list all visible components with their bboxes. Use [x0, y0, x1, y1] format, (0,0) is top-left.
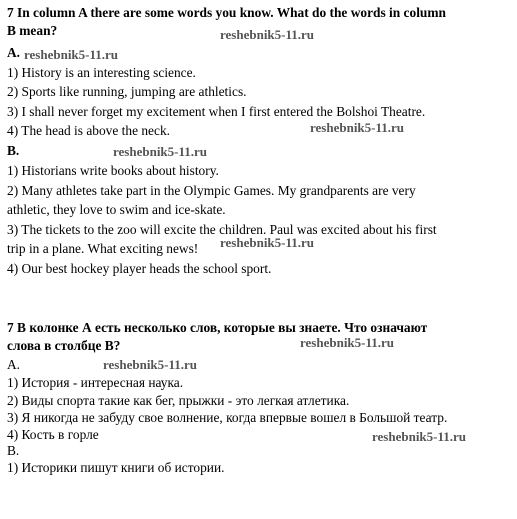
- watermark: reshebnik5-11.ru: [220, 27, 315, 42]
- russian-heading-line-1: 7 В колонке А есть несколько слов, которые вы знаете. Что означают: [7, 320, 428, 335]
- russian-column-a-item-4: 4) Кость в горле: [7, 427, 99, 442]
- russian-heading-line-2: слова в столбце В?: [7, 338, 121, 353]
- watermark: reshebnik5-11.ru: [24, 47, 119, 62]
- column-b-item-3: 3) The tickets to the zoo will excite the children. Paul was excited about his first: [7, 222, 437, 237]
- russian-column-b-item-1: 1) Историки пишут книги об истории.: [7, 460, 225, 475]
- column-a-item-4: 4) The head is above the neck.: [7, 123, 170, 138]
- column-b-item-1: 1) Historians write books about history.: [7, 163, 219, 178]
- russian-column-a-item-1: 1) История - интересная наука.: [7, 375, 184, 390]
- column-b-item-3-cont: trip in a plane. What exciting news!: [7, 241, 199, 256]
- watermark: reshebnik5-11.ru: [300, 335, 395, 350]
- exercise-heading-line-1: 7 In column A there are some words you know. What do the words in column: [7, 5, 446, 20]
- column-b-item-4: 4) Our best hockey player heads the school sport.: [7, 261, 272, 276]
- russian-column-a-item-3: 3) Я никогда не забуду свое волнение, когда впервые вошел в Большой театр.: [7, 410, 448, 425]
- column-b-label: B.: [7, 143, 20, 158]
- column-a-item-3: 3) I shall never forget my excitement when I first entered the Bolshoi Theatre.: [7, 104, 426, 119]
- watermark: reshebnik5-11.ru: [310, 120, 405, 135]
- column-a-label: A.: [7, 45, 21, 60]
- column-b-item-2: 2) Many athletes take part in the Olympic Games. My grandparents are very: [7, 183, 416, 198]
- column-b-item-2-cont: athletic, they love to swim and ice-skate.: [7, 202, 226, 217]
- exercise-heading-line-2: B mean?: [7, 23, 58, 38]
- watermark: reshebnik5-11.ru: [372, 429, 467, 444]
- russian-column-a-label: А.: [7, 357, 21, 372]
- russian-column-a-item-2: 2) Виды спорта такие как бег, прыжки - это легкая атлетика.: [7, 393, 350, 408]
- column-a-item-1: 1) History is an interesting science.: [7, 65, 196, 80]
- column-a-item-2: 2) Sports like running, jumping are athletics.: [7, 84, 247, 99]
- watermark: reshebnik5-11.ru: [103, 357, 198, 372]
- watermark: reshebnik5-11.ru: [220, 235, 315, 250]
- russian-column-b-label: В.: [7, 443, 20, 458]
- watermark: reshebnik5-11.ru: [113, 144, 208, 159]
